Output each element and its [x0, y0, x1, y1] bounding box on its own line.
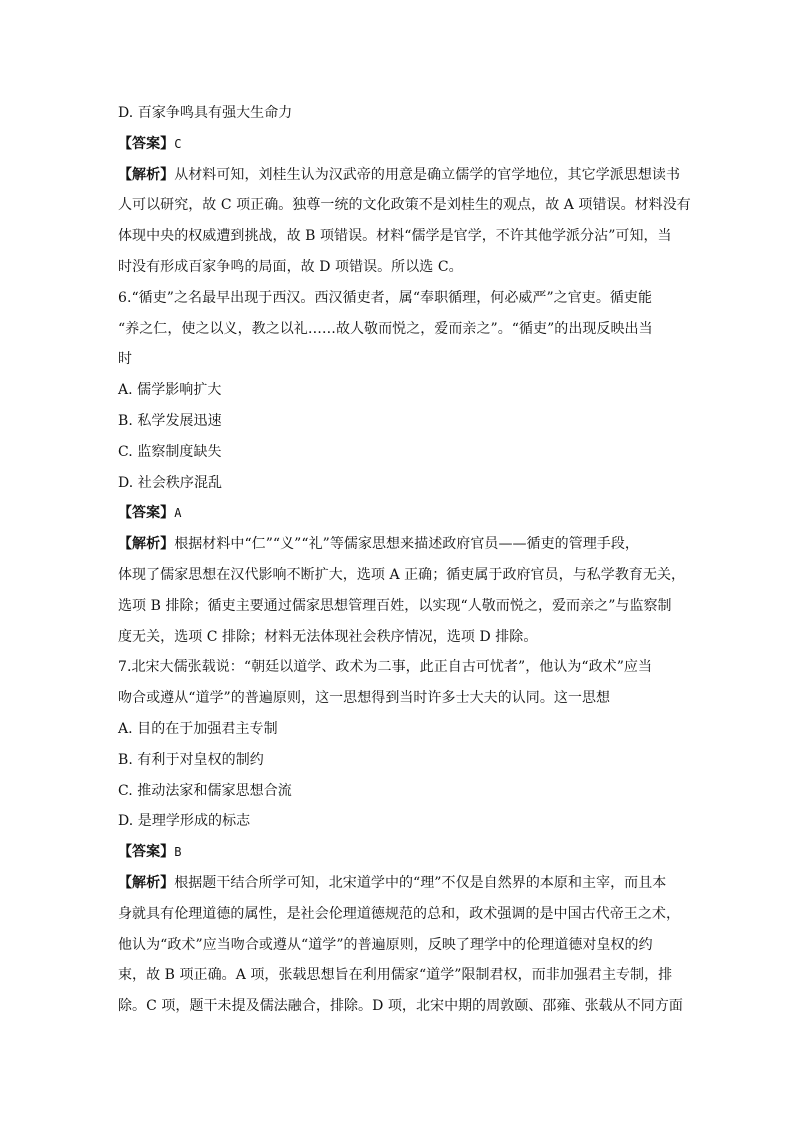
analysis-label: 【解析】 [118, 536, 175, 553]
answer-line [118, 498, 678, 529]
answer-option [118, 406, 678, 437]
line-text: A. 目的在于加强君主专制 [118, 720, 278, 737]
text-line [118, 591, 678, 622]
answer-line [118, 837, 678, 868]
line-text: 从材料可知，刘桂生认为汉武帝的用意是确立儒学的官学地位，其它学派思想读书 [174, 166, 681, 183]
analysis-line [118, 160, 681, 191]
line-text: B. 私学发展迅速 [118, 412, 222, 429]
analysis-line [118, 868, 678, 899]
text-line [118, 190, 691, 221]
line-text: D. 是理学形成的标志 [118, 813, 251, 830]
answer-option [118, 776, 678, 807]
line-text: 根据材料中“仁”“义”“礼”等儒家思想来描述政府官员——循吏的管理手段， [174, 536, 639, 553]
answer-option [118, 806, 678, 837]
answer-value: A [174, 506, 182, 521]
line-text: “养之仁，使之以义，教之以礼……故人敬而悦之，爱而亲之”。“循吏”的出现反映出当 [118, 320, 653, 337]
line-text: D. 社会秩序混乱 [118, 474, 223, 491]
answer-value: C [174, 136, 182, 151]
text-line [118, 899, 678, 930]
line-text: C. 监察制度缺失 [118, 443, 222, 460]
line-text: A. 儒学影响扩大 [118, 382, 222, 399]
line-text: 6.“循吏”之名最早出现于西汉。西汉循吏者，属“奉职循理，何必威严”之官吏。循吏能 [118, 289, 653, 306]
text-line [118, 683, 678, 714]
line-text: 时没有形成百家争鸣的局面，故 D 项错误。所以选 C。 [118, 258, 463, 275]
text-line [118, 344, 678, 375]
line-text: 他认为“政术”应当吻合或遵从“道学”的普遍原则，反映了理学中的伦理道德对皇权的约 [118, 936, 653, 953]
answer-label: 【答案】 [118, 135, 175, 152]
answer-option [118, 375, 678, 406]
page-content [118, 98, 691, 1022]
line-text: 根据题干结合所学可知，北宋道学中的“理”不仅是自然界的本原和主宰，而且本 [174, 874, 667, 891]
text-line [118, 221, 678, 252]
line-text: 人可以研究，故 C 项正确。独尊一统的文化政策不是刘桂生的观点，故 A 项错误。材料没有 [118, 197, 691, 214]
text-line [118, 560, 686, 591]
text-line [118, 991, 683, 1022]
text-line [118, 252, 678, 283]
line-text: 度无关，选项 C 排除；材料无法体现社会秩序情况，选项 D 排除。 [118, 628, 538, 645]
line-text: C. 推动法家和儒家思想合流 [118, 782, 292, 799]
text-line [118, 960, 678, 991]
line-text: 除。C 项，题干未提及儒法融合，排除。D 项，北宋中期的周敦颐、邵雍、张载从不同方面 [118, 998, 683, 1015]
line-text: 体现了儒家思想在汉代影响不断扩大，选项 A 正确；循吏属于政府官员，与私学教育无关， [118, 566, 686, 583]
answer-option [118, 468, 678, 499]
text-line [118, 314, 678, 345]
line-text: 体现中央的权威遭到挑战，故 B 项错误。材料“儒学是官学，不许其他学派分沾”可知，当 [118, 228, 672, 245]
line-text: 7.北宋大儒张载说：“朝廷以道学、政术为二事，此正自古可忧者”，他认为“政术”应当 [118, 659, 653, 676]
line-text: 吻合或遵从“道学”的普遍原则，这一思想得到当时许多士大夫的认同。这一思想 [118, 690, 611, 707]
line-text: 束，故 B 项正确。A 项，张载思想旨在利用儒家“道学”限制君权，而非加强君主专制，排 [118, 967, 673, 984]
text-line [118, 930, 678, 961]
text-line [118, 622, 678, 653]
answer-option [118, 745, 678, 776]
answer-label: 【答案】 [118, 844, 175, 861]
line-text: 身就具有伦理道德的属性，是社会伦理道德规范的总和，政术强调的是中国古代帝王之术， [118, 905, 680, 922]
text-line [118, 652, 678, 683]
answer-option [118, 714, 678, 745]
answer-option [118, 98, 678, 129]
answer-value: B [174, 845, 182, 860]
analysis-label: 【解析】 [118, 874, 175, 891]
answer-label: 【答案】 [118, 505, 175, 522]
answer-line [118, 129, 678, 160]
line-text: D. 百家争鸣具有强大生命力 [118, 105, 293, 121]
text-line [118, 283, 678, 314]
line-text: 选项 B 排除；循吏主要通过儒家思想管理百姓，以实现“人敬而悦之，爱而亲之”与监察制 [118, 597, 672, 614]
answer-option [118, 437, 678, 468]
analysis-line [118, 529, 678, 560]
line-text: 时 [118, 351, 133, 368]
analysis-label: 【解析】 [118, 166, 175, 183]
line-text: B. 有利于对皇权的制约 [118, 751, 264, 768]
